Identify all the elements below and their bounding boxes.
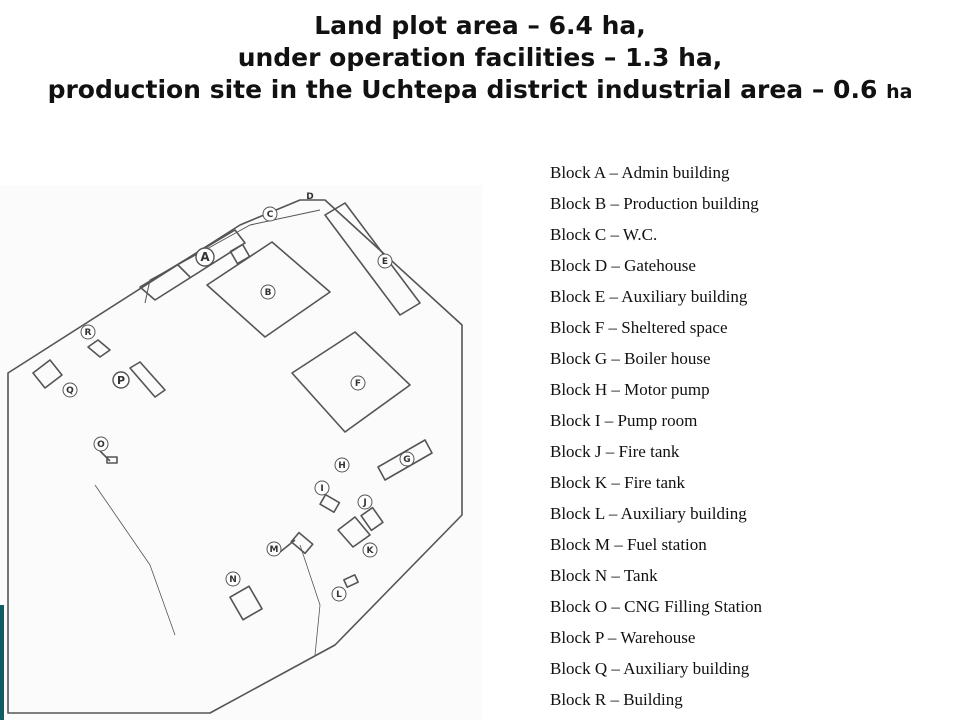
accent-bar [0,605,4,720]
marker-k [363,543,377,557]
legend-item-d: Block D – Gatehouse [550,256,696,275]
marker-b [261,285,275,299]
title-line-3-unit: ha [886,81,913,103]
block-n-shape [230,586,262,620]
svg-text:R: R [84,328,92,338]
legend-item-i: Block I – Pump room [550,411,698,430]
legend-item-g: Block G – Boiler house [550,349,711,368]
svg-text:H: H [338,461,346,471]
svg-text:K: K [366,546,374,556]
svg-text:L: L [336,590,342,600]
title-line-2: under operation facilities – 1.3 ha, [237,43,723,72]
marker-e [378,254,392,268]
block-i-shape [320,495,339,513]
legend-item-k: Block K – Fire tank [550,473,686,492]
title-line-3-text: production site in the Uchtepa district industrial area – 0.6 [47,75,878,104]
legend-item-o: Block O – CNG Filling Station [550,597,763,616]
legend-item-c: Block C – W.C. [550,225,658,244]
svg-text:O: O [97,440,105,450]
marker-j [358,495,372,509]
legend-item-a: Block A – Admin building [550,163,730,182]
legend-item-h: Block H – Motor pump [550,380,710,399]
block-e-shape [325,203,420,315]
marker-n [226,572,240,586]
marker-f [351,376,365,390]
legend-item-q: Block Q – Auxiliary building [550,659,750,678]
marker-r [81,325,95,339]
block-a-shape [140,230,250,300]
legend-item-p: Block P – Warehouse [550,628,696,647]
marker-o [94,437,108,451]
title-line-3 [0,74,960,108]
site-boundary [8,200,462,713]
svg-text:D: D [306,192,314,202]
svg-text:P: P [116,374,126,387]
block-q-shape [33,360,62,388]
svg-text:C: C [266,210,274,220]
marker-a [196,248,214,266]
marker-i [315,481,329,495]
site-plan [0,185,482,720]
marker-g [400,452,414,466]
svg-text:Q: Q [66,386,74,396]
legend-item-e: Block E – Auxiliary building [550,287,748,306]
block-legend [550,160,950,718]
marker-h [335,458,349,472]
block-p-shape [130,362,165,397]
marker-q [63,383,77,397]
legend-item-l: Block L – Auxiliary building [550,504,747,523]
svg-text:G: G [403,455,411,465]
legend-item-f: Block F – Sheltered space [550,318,728,337]
marker-l [332,587,346,601]
marker-d [306,192,313,202]
svg-text:J: J [363,498,367,508]
svg-text:E: E [381,257,389,267]
svg-text:I: I [320,484,324,494]
block-j-shape [361,508,383,531]
marker-m [267,542,281,556]
svg-text:N: N [229,575,237,585]
legend-item-n: Block N – Tank [550,566,658,585]
legend-item-b: Block B – Production building [550,194,759,213]
page-title [0,10,960,108]
block-l-shape [344,575,358,587]
legend-item-j: Block J – Fire tank [550,442,680,461]
legend-item-r: Block R – Building [550,690,683,709]
site-plan-drawing [0,185,482,720]
marker-p [113,372,129,388]
svg-text:M: M [269,545,279,555]
title-line-1: Land plot area – 6.4 ha, [314,11,646,40]
svg-text:A: A [200,250,210,264]
marker-c [263,207,277,221]
legend-item-m: Block M – Fuel station [550,535,707,554]
block-r-shape [88,340,110,357]
svg-text:F: F [354,379,362,389]
svg-text:B: B [264,288,272,298]
